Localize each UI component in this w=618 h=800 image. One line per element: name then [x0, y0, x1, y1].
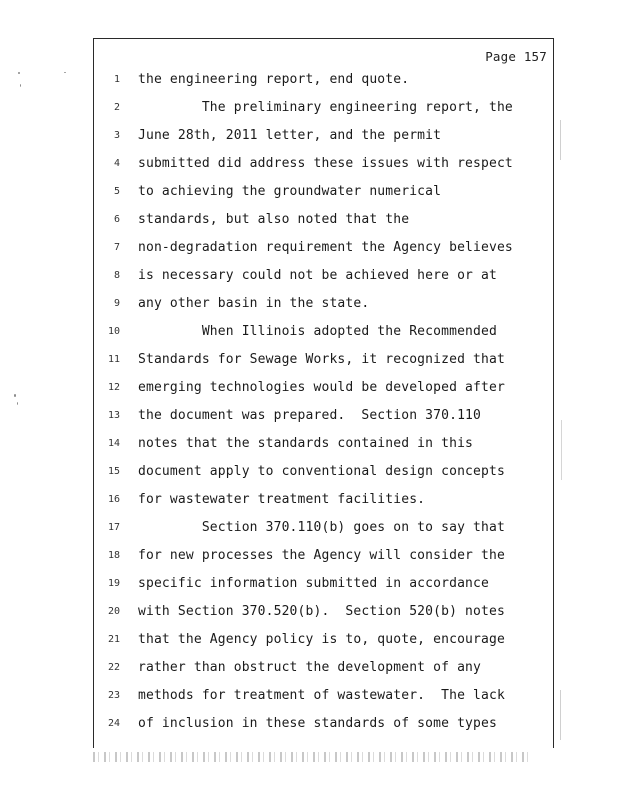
transcript-line [94, 405, 553, 433]
line-number: 1 [113, 74, 120, 85]
transcript-line [94, 153, 553, 181]
line-number: 11 [107, 354, 120, 365]
transcript-line [94, 69, 553, 97]
transcript-line [94, 545, 553, 573]
transcript-line [94, 377, 553, 405]
scan-speck [14, 394, 16, 397]
line-number: 10 [107, 326, 120, 337]
line-text: notes that the standards contained in this [138, 436, 474, 451]
line-text: June 28th, 2011 letter, and the permit [138, 128, 442, 143]
line-number: 12 [107, 382, 120, 393]
line-text: emerging technologies would be developed after [138, 380, 505, 395]
scan-speck [18, 72, 20, 74]
line-text: standards, but also noted that the [138, 212, 410, 227]
line-number: 2 [113, 102, 120, 113]
line-number: 16 [107, 494, 120, 505]
line-number: 13 [107, 410, 120, 421]
line-text: The preliminary engineering report, the [138, 100, 513, 115]
line-text: to achieving the groundwater numerical [138, 184, 442, 199]
line-number: 9 [113, 298, 120, 309]
transcript-line [94, 629, 553, 657]
transcript-line [94, 517, 553, 545]
line-text: of inclusion in these standards of some types [138, 716, 497, 731]
line-number: 18 [107, 550, 120, 561]
line-number: 20 [107, 606, 120, 617]
transcript-line [94, 685, 553, 713]
transcript-lines [94, 69, 553, 741]
transcript-page [93, 38, 554, 748]
transcript-line [94, 97, 553, 125]
transcript-line [94, 265, 553, 293]
transcript-line [94, 573, 553, 601]
transcript-line [94, 125, 553, 153]
line-text: the engineering report, end quote. [138, 72, 410, 87]
transcript-line [94, 657, 553, 685]
line-text: specific information submitted in accordance [138, 576, 489, 591]
line-number: 22 [107, 662, 120, 673]
line-number: 4 [113, 158, 120, 169]
line-number: 3 [113, 130, 120, 141]
transcript-line [94, 349, 553, 377]
line-number: 17 [107, 522, 120, 533]
line-text: is necessary could not be achieved here or at [138, 268, 497, 283]
line-text: the document was prepared. Section 370.110 [138, 408, 481, 423]
line-text: with Section 370.520(b). Section 520(b) notes [138, 604, 505, 619]
line-text: Section 370.110(b) goes on to say that [138, 520, 505, 535]
line-text: rather than obstruct the development of any [138, 660, 481, 675]
transcript-line [94, 489, 553, 517]
scan-speck [17, 402, 18, 405]
line-text: Standards for Sewage Works, it recognized that [138, 352, 505, 367]
line-number: 24 [107, 718, 120, 729]
line-number: 5 [113, 186, 120, 197]
transcript-line [94, 237, 553, 265]
line-number: 6 [113, 214, 120, 225]
line-number: 14 [107, 438, 120, 449]
transcript-line [94, 209, 553, 237]
line-text: document apply to conventional design concepts [138, 464, 505, 479]
line-number: 15 [107, 466, 120, 477]
line-text: that the Agency policy is to, quote, encourage [138, 632, 505, 647]
scan-bottom-noise [93, 752, 533, 762]
line-number: 8 [113, 270, 120, 281]
transcript-line [94, 601, 553, 629]
line-text: submitted did address these issues with respect [138, 156, 513, 171]
scan-edge-mark [561, 420, 562, 480]
line-text: methods for treatment of wastewater. The lack [138, 688, 505, 703]
transcript-line [94, 321, 553, 349]
line-text: for new processes the Agency will consider the [138, 548, 505, 563]
scan-speck [20, 84, 21, 87]
transcript-line [94, 461, 553, 489]
line-number: 23 [107, 690, 120, 701]
scan-edge-mark [560, 120, 561, 160]
transcript-line [94, 433, 553, 461]
line-text: any other basin in the state. [138, 296, 370, 311]
line-number: 19 [107, 578, 120, 589]
transcript-line [94, 293, 553, 321]
scan-edge-mark [560, 690, 561, 740]
transcript-line [94, 181, 553, 209]
line-text: for wastewater treatment facilities. [138, 492, 426, 507]
line-number: 7 [113, 242, 120, 253]
line-text: When Illinois adopted the Recommended [138, 324, 497, 339]
line-text: non-degradation requirement the Agency believes [138, 240, 513, 255]
scan-speck [64, 72, 66, 73]
transcript-line [94, 713, 553, 741]
line-number: 21 [107, 634, 120, 645]
page-number: Page 157 [485, 49, 547, 64]
